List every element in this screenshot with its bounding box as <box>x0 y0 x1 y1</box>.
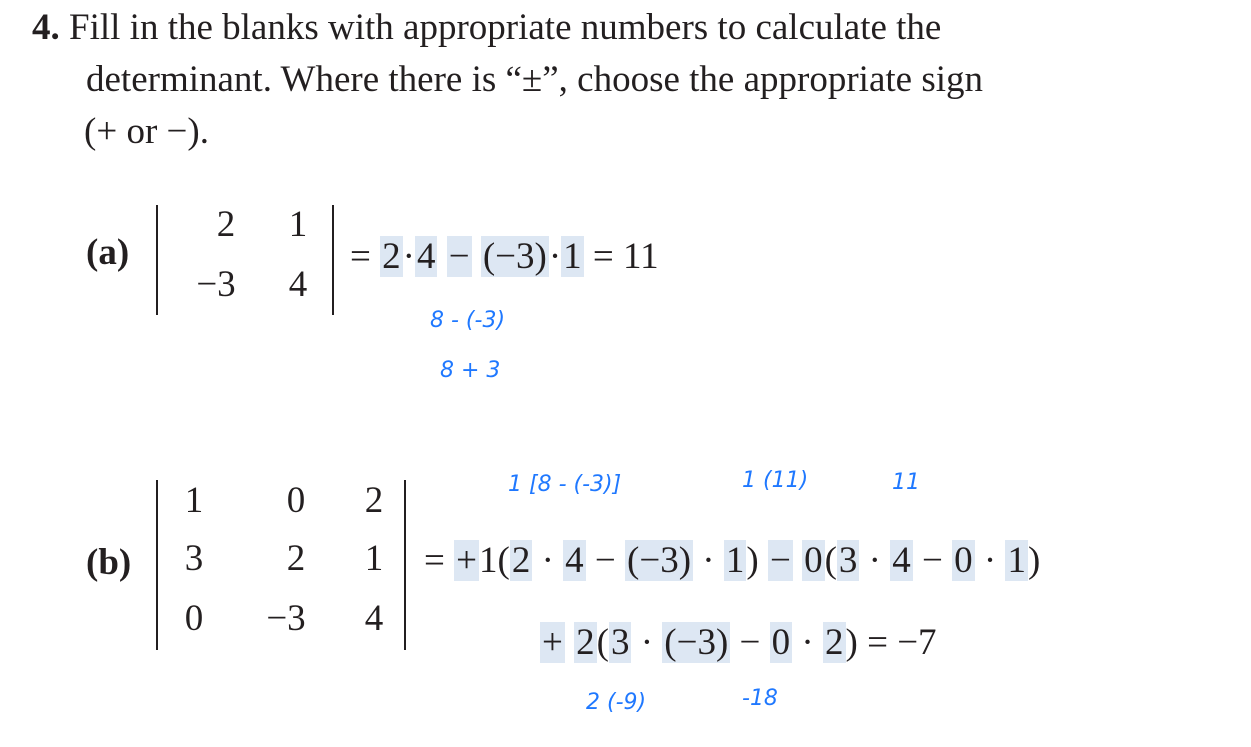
part-b-result: = −7 <box>867 622 937 663</box>
part-b-cell-0-0: 1 <box>184 480 204 521</box>
part-b-dot-2: · <box>702 540 715 581</box>
part-a-right-bar <box>332 205 334 315</box>
part-a-sign: − <box>448 236 470 277</box>
part-b-cell-1-1: 2 <box>286 538 306 579</box>
part-a-blank-1: 2 <box>382 236 401 277</box>
part-b-expression-line-2 <box>540 620 937 666</box>
part-b-cell-2-2: 4 <box>364 598 384 639</box>
part-b-blank-a4: 1 <box>725 540 745 581</box>
part-b-paren-6: ) <box>845 622 858 663</box>
part-a-result: = 11 <box>592 236 659 277</box>
part-b-expression-line-1 <box>424 538 1040 584</box>
part-b-sign-1: + <box>456 540 477 581</box>
part-a-cell-0-0: 2 <box>216 204 236 245</box>
part-a-cell-0-1: 1 <box>288 204 308 245</box>
part-b-cell-0-1: 0 <box>286 480 306 521</box>
problem-number: 4. <box>32 7 60 48</box>
part-b-paren-2: ) <box>746 540 759 581</box>
part-b-dot-4: · <box>983 540 997 581</box>
part-a-dot-2: · <box>548 236 562 277</box>
part-b-paren-1: ( <box>497 540 510 581</box>
part-b-blank-e4: 2 <box>825 622 844 663</box>
part-b-sign-2: − <box>769 540 791 581</box>
part-a-cell-1-1: 4 <box>288 264 308 305</box>
part-b-blank-e3: 0 <box>771 622 791 663</box>
part-b-cell-1-2: 1 <box>364 538 384 579</box>
part-a-blank-2: 4 <box>416 236 436 277</box>
part-b-label: (b) <box>86 542 132 583</box>
problem-line-2: determinant. Where there is “±”, choose the appropriate sign <box>86 59 983 100</box>
part-b-blank-b4: 1 <box>1007 540 1026 581</box>
part-b-minus-4: − <box>739 622 761 663</box>
part-b-blank-e1: 3 <box>610 622 630 663</box>
part-b-dot-3: · <box>868 540 881 581</box>
part-b-handwritten-bottom-2: -18 <box>742 686 778 711</box>
part-a-handwritten-2: 8 + 3 <box>440 358 501 383</box>
part-b-right-bar <box>404 480 406 650</box>
part-b-blank-e2: (−3) <box>664 622 729 663</box>
part-a-blank-3: (−3) <box>482 236 547 277</box>
part-b-handwritten-top-1: 1 [8 - (-3)] <box>508 472 622 497</box>
part-b-blank-a2: 4 <box>565 540 584 581</box>
part-b-blank-b3: 0 <box>954 540 973 581</box>
part-b-dot-5: · <box>640 622 654 663</box>
part-a-cell-1-0: −3 <box>196 264 236 305</box>
part-b-cell-2-1: −3 <box>266 598 306 639</box>
problem-statement <box>32 2 941 54</box>
part-b-coef-3: 2 <box>576 622 595 663</box>
part-b-minus-3: − <box>921 540 943 581</box>
part-b-cell-0-2: 2 <box>364 480 384 521</box>
part-b-dot-1: · <box>541 540 554 581</box>
part-b-paren-3: ( <box>824 540 837 581</box>
part-b-paren-4: ) <box>1027 540 1041 581</box>
part-a-handwritten-1: 8 - (-3) <box>430 308 506 333</box>
part-a-label: (a) <box>86 232 130 273</box>
problem-line-3: (+ or −). <box>84 111 209 152</box>
part-b-coef-2: 0 <box>804 540 823 581</box>
part-b-handwritten-top-3: 11 <box>892 470 920 495</box>
part-a-dot-1: · <box>402 236 415 277</box>
part-b-blank-b1: 3 <box>838 540 858 581</box>
part-a-left-bar <box>156 205 158 315</box>
problem-line-1: Fill in the blanks with appropriate numbers to calculate the <box>69 7 942 48</box>
part-b-minus-1: − <box>594 540 616 581</box>
part-a-expression <box>350 234 659 280</box>
part-b-paren-5: ( <box>596 622 609 663</box>
part-b-blank-b2: 4 <box>892 540 911 581</box>
part-b-handwritten-top-2: 1 (11) <box>742 468 809 493</box>
part-b-cell-2-0: 0 <box>184 598 204 639</box>
part-b-blank-a3: (−3) <box>627 540 692 581</box>
part-a-blank-4: 1 <box>563 236 582 277</box>
part-b-cell-1-0: 3 <box>184 538 204 579</box>
part-b-left-bar <box>156 480 158 650</box>
part-b-handwritten-bottom-1: 2 (-9) <box>586 690 647 715</box>
part-a-equals: = <box>350 236 371 277</box>
part-b-blank-a1: 2 <box>511 540 531 581</box>
part-b-sign-3: + <box>542 622 563 663</box>
part-b-equals: = <box>424 540 445 581</box>
part-b-coef-1: 1 <box>479 540 498 581</box>
part-b-dot-6: · <box>801 622 814 663</box>
